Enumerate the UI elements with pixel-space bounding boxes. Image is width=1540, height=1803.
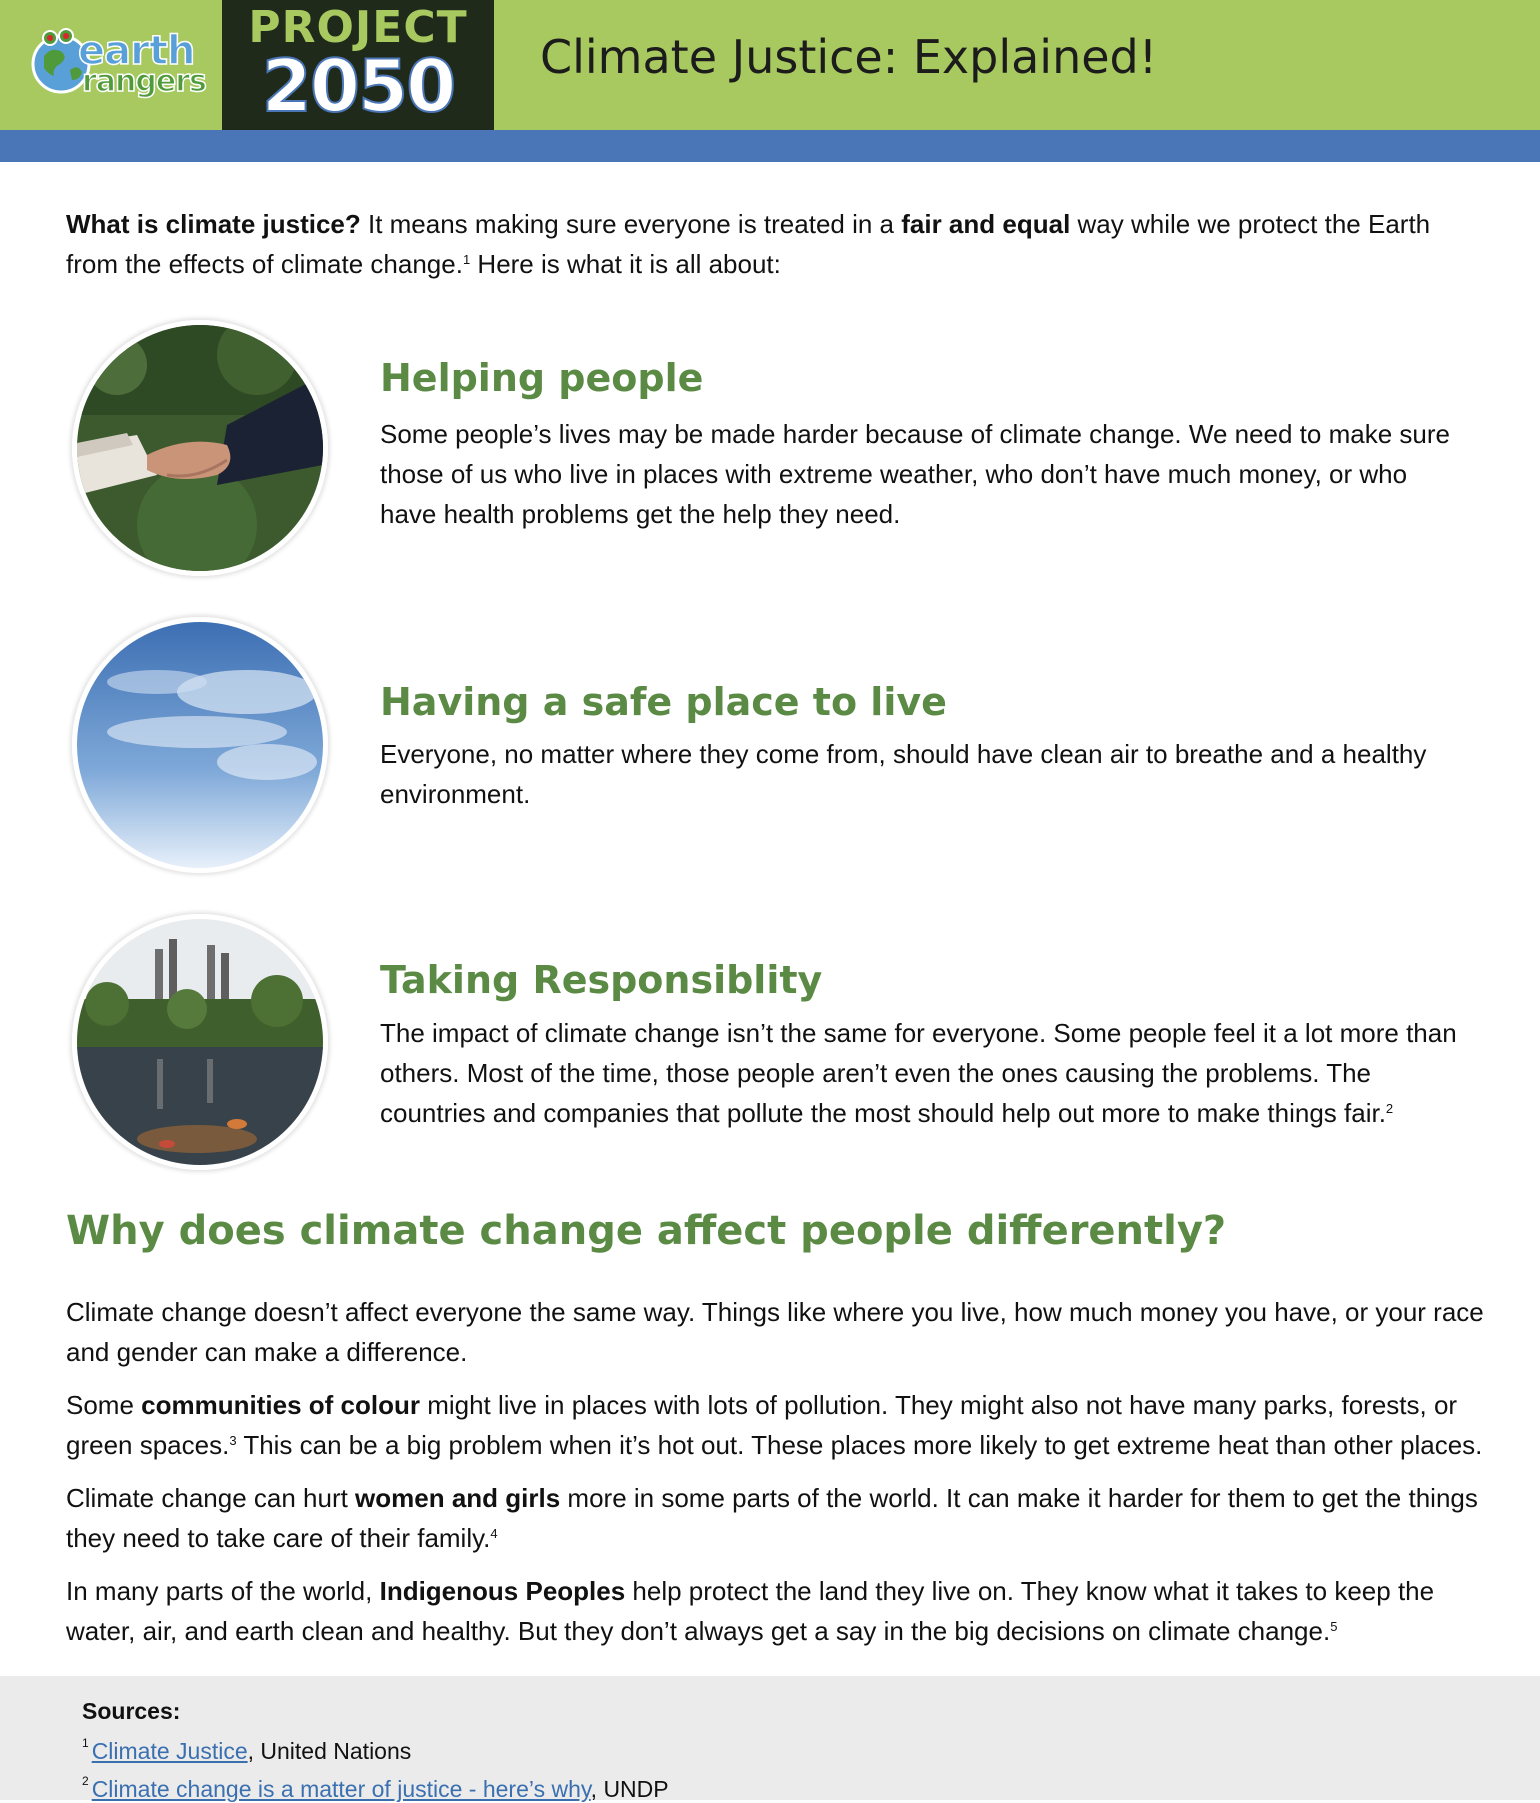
section-body-text: The impact of climate change isn’t the same for everyone. Some people feel it a lot more than others. Most of the time, those people aren’t even the ones causing the problems. The countries and companies that pollute the most should help out more to make things fair. [380,1018,1457,1128]
section-body-helping-people: Some people’s lives may be made harder because of climate change. We need to make sure those of us who live in places with extreme weather, who don’t have much money, or who have health problems get the help they need. [380,419,1450,529]
header-bar [0,0,1540,130]
intro-text: way while we protect the Earth from the effects of climate change. [66,209,1431,279]
project-2050-logo[interactable] [222,0,494,130]
para-bold: women and girls [355,1483,561,1513]
para-bold: Indigenous Peoples [379,1576,626,1606]
polluted-river-photo [72,914,328,1170]
para-text: In many parts of the world, [66,1576,380,1606]
para-text: help protect the land they live on. They know what it takes to keep the water, air, and earth clean and healthy. But they don’t always get a say in the big decisions on climate change. [66,1576,1435,1646]
intro-text: Here is what it is all about: [470,249,781,279]
earth-rangers-logo[interactable] [22,18,206,102]
footnote-ref[interactable]: 3 [229,1433,237,1448]
para-text: Some [66,1390,142,1420]
why-paragraph-1: Climate change doesn’t affect everyone the same way. Things like where you live, how much money you have, or your race and gender can make a difference. [66,1297,1484,1367]
sky-photo [72,617,328,873]
intro-bold: fair and equal [901,209,1071,239]
section-title-taking-responsibility: Taking Responsiblity [380,958,823,1002]
source-item-2 [82,1776,669,1803]
source-number: 1 [82,1736,89,1750]
section-title-helping-people: Helping people [380,356,704,400]
why-heading: Why does climate change affect people differently? [66,1208,1227,1254]
source-number: 2 [82,1774,89,1788]
para-text: Climate change can hurt [66,1483,356,1513]
project-year: 2050 [261,44,455,128]
why-paragraph-2 [66,1385,1486,1465]
para-text: might live in places with lots of pollution. They might also not have many parks, forests, or green spaces. [66,1390,1458,1460]
footnote-ref[interactable]: 4 [490,1526,498,1541]
why-paragraph-3 [66,1478,1486,1558]
logo-text-earth: earth [78,28,195,74]
page-title: Climate Justice: Explained! [540,30,1158,84]
logo-text-rangers: rangers [82,64,206,99]
sources-heading: Sources: [82,1698,181,1724]
header-accent-band [0,130,1540,162]
section-body-taking-responsibility [380,1013,1470,1133]
sources-panel [0,1676,1540,1800]
footnote-ref[interactable]: 5 [1330,1619,1338,1634]
footnote-ref[interactable]: 1 [462,252,471,267]
section-body-safe-place: Everyone, no matter where they come from, should have clean air to breathe and a healthy environment. [380,739,1427,809]
source-publisher: , UNDP [590,1776,669,1802]
para-bold: communities of colour [141,1390,420,1420]
source-item-1 [82,1738,411,1765]
section-title-safe-place: Having a safe place to live [380,680,947,724]
intro-text: It means making sure everyone is treated in a [360,209,902,239]
source-publisher: , United Nations [247,1738,412,1764]
project-label: PROJECT [248,2,468,53]
intro-paragraph [66,204,1486,284]
para-text: This can be a big problem when it’s hot out. These places more likely to get extreme heat than other places. [236,1430,1483,1460]
source-link[interactable]: Climate Justice [91,1738,248,1764]
handshake-photo [72,320,328,576]
footnote-ref[interactable]: 2 [1385,1101,1394,1116]
para-text: more in some parts of the world. It can make it harder for them to get the things they need to take care of their family. [66,1483,1478,1553]
intro-question: What is climate justice? [66,209,361,239]
source-link[interactable]: Climate change is a matter of justice - here’s why [91,1776,591,1802]
why-paragraph-4 [66,1571,1486,1651]
